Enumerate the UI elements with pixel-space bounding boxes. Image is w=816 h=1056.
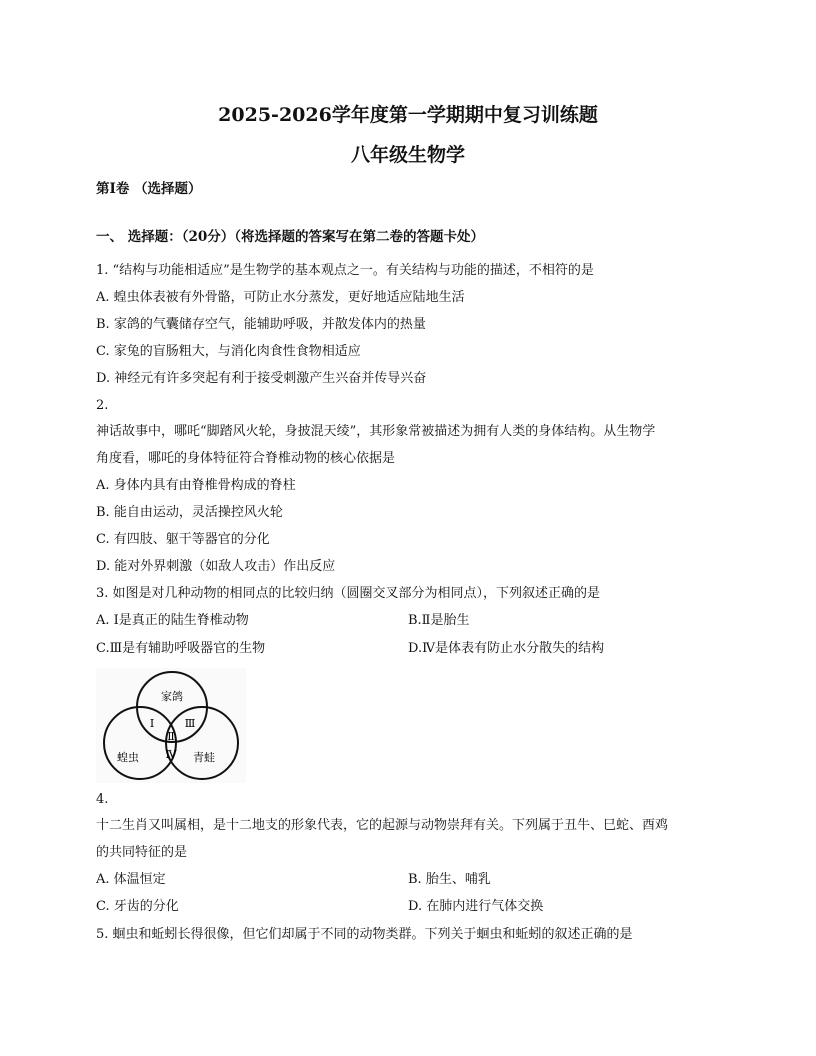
q2-option-c: C. 有四肢、躯干等器官的分化 <box>96 532 270 547</box>
exam-subtitle: 八年级生物学 <box>350 144 465 166</box>
region-1-label: Ⅰ <box>149 717 155 730</box>
q4-option-c: C. 牙齿的分化 <box>96 899 179 914</box>
q5-stem: 5. 蛔虫和蚯蚓长得很像，但它们却属于不同的动物类群。下列关于蛔虫和蚯蚓的叙述正确的是 <box>96 927 633 942</box>
q1-option-c: C. 家兔的盲肠粗大，与消化肉食性食物相适应 <box>96 344 361 359</box>
q4-option-a: A. 体温恒定 <box>96 872 166 887</box>
label-top: 家鸽 <box>161 690 183 703</box>
q4-stem-line2: 的共同特征的是 <box>96 845 188 860</box>
q3-option-d: D.Ⅳ是体表有防止水分散失的结构 <box>408 641 605 656</box>
q1-stem: 1. “结构与功能相适应”是生物学的基本观点之一。有关结构与功能的描述，不相符的是 <box>96 263 594 278</box>
q2-option-d: D. 能对外界刺激（如敌人攻击）作出反应 <box>96 559 336 574</box>
q2-number: 2. <box>96 398 109 413</box>
volume-heading: 第Ⅰ卷 （选择题） <box>96 181 202 197</box>
region-3-label: Ⅲ <box>184 717 196 730</box>
label-right: 青蛙 <box>193 751 215 764</box>
venn-diagram <box>96 668 246 783</box>
q3-option-c: C.Ⅲ是有辅助呼吸器官的生物 <box>96 641 266 656</box>
q2-stem-line1: 神话故事中，哪吒“脚踏风火轮，身披混天绫”，其形象常被描述为拥有人类的身体结构。从生物学 <box>96 424 656 439</box>
q4-number: 4. <box>96 792 109 807</box>
exam-title: 2025-2026学年度第一学期期中复习训练题 <box>218 104 598 126</box>
label-left: 蝗虫 <box>117 751 139 764</box>
q3-option-b: B.Ⅱ是胎生 <box>408 613 470 628</box>
q1-option-a: A. 蝗虫体表被有外骨骼，可防止水分蒸发，更好地适应陆地生活 <box>96 290 465 305</box>
q4-option-d: D. 在肺内进行气体交换 <box>408 899 544 914</box>
q3-option-a: A. Ⅰ是真正的陆生脊椎动物 <box>96 613 249 628</box>
q4-option-b: B. 胎生、哺乳 <box>408 872 491 887</box>
region-2-label: Ⅱ <box>167 730 175 743</box>
q2-stem-line2: 角度看，哪吒的身体特征符合脊椎动物的核心依据是 <box>96 451 396 466</box>
region-4-label: Ⅳ <box>165 748 177 761</box>
q1-option-b: B. 家鸽的气囊储存空气，能辅助呼吸，并散发体内的热量 <box>96 317 426 332</box>
q1-option-d: D. 神经元有许多突起有利于接受刺激产生兴奋并传导兴奋 <box>96 371 427 386</box>
q4-stem-line1: 十二生肖又叫属相，是十二地支的形象代表，它的起源与动物崇拜有关。下列属于丑牛、巳蛇、酉鸡 <box>96 818 669 833</box>
q2-option-b: B. 能自由运动，灵活操控风火轮 <box>96 505 283 520</box>
section-heading: 一、 选择题：（20分）（将选择题的答案写在第二卷的答题卡处） <box>96 229 484 245</box>
q2-option-a: A. 身体内具有由脊椎骨构成的脊柱 <box>96 478 296 493</box>
q3-stem: 3. 如图是对几种动物的相同点的比较归纳（圆圈交叉部分为相同点），下列叙述正确的是 <box>96 586 601 601</box>
